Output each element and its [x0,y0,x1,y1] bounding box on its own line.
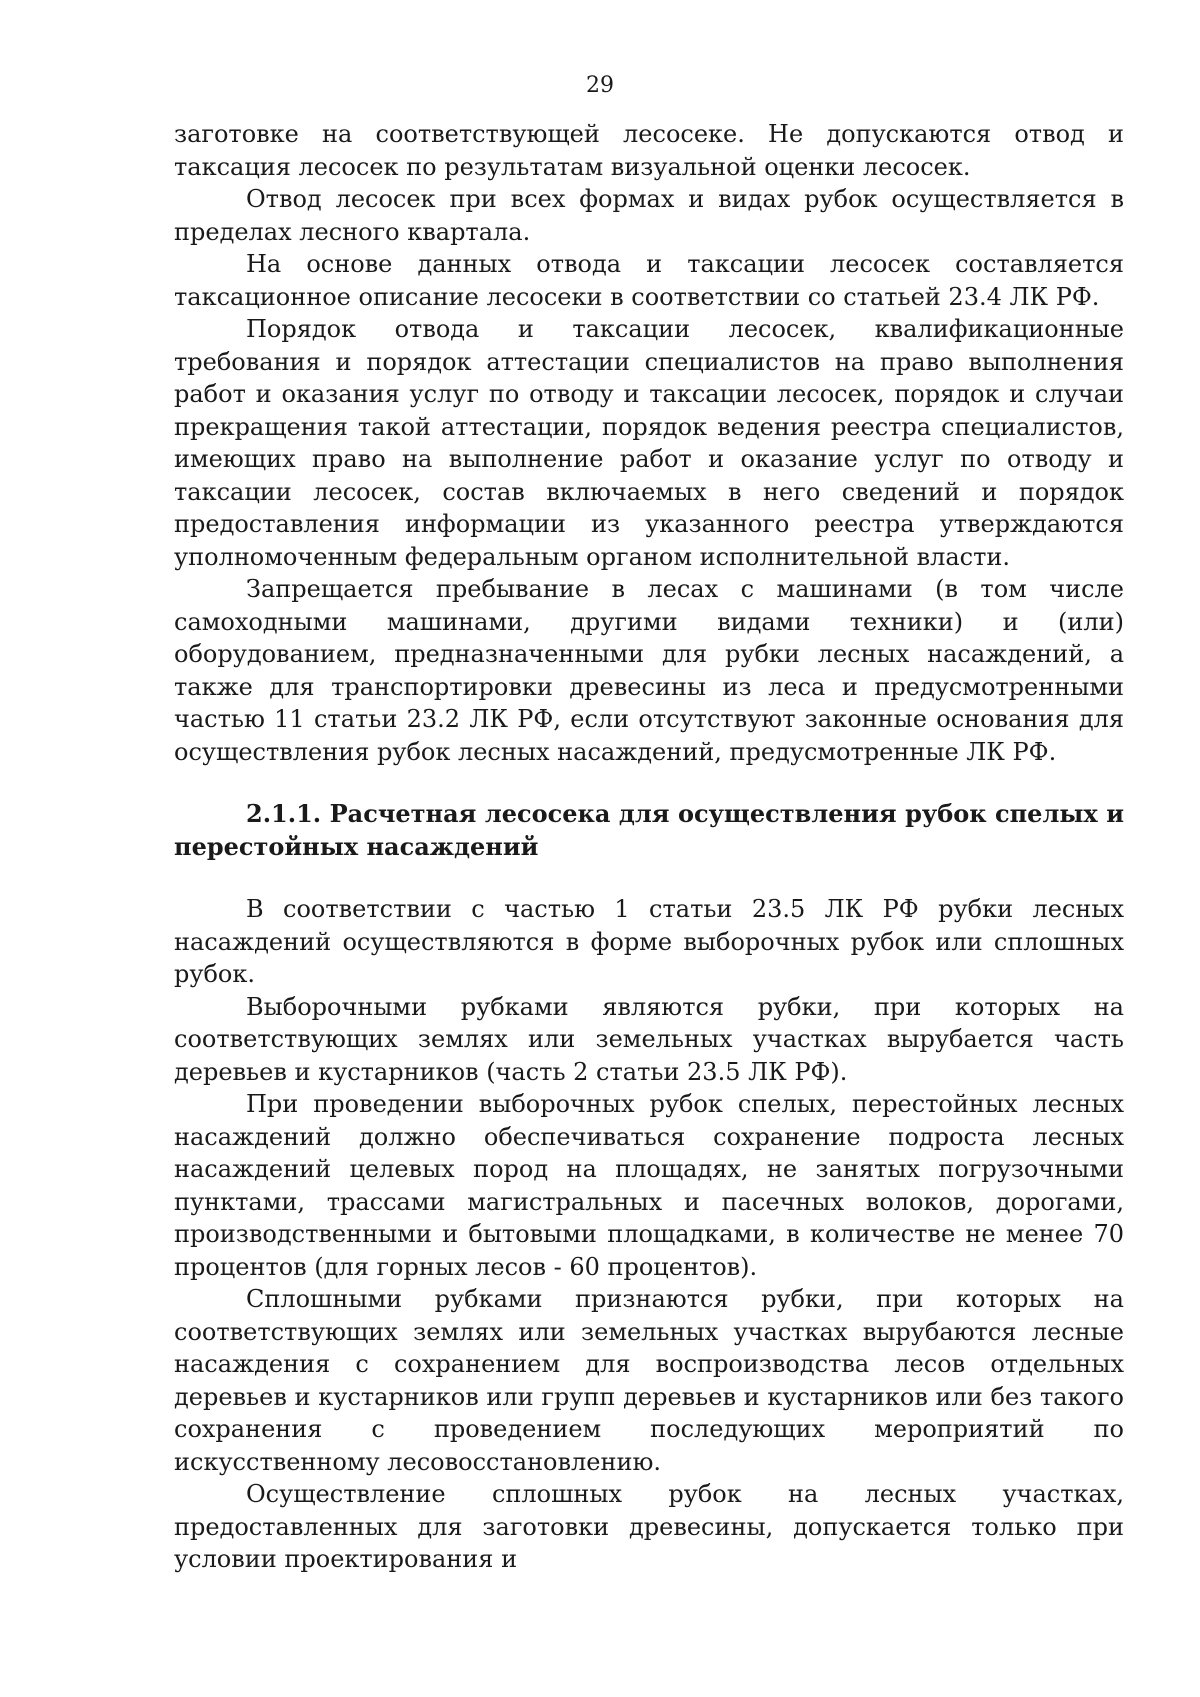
paragraph-continuation: заготовке на соответствующей лесосеке. Не допускаются отвод и таксация лесосек по результатам визуальной оценки лесосек. [174,120,1124,181]
page-number: 29 [586,73,614,98]
paragraph-undergrowth-preservation: При проведении выборочных рубок спелых, перестойных лесных насаждений должно обеспечиваться сохранение подроста лесных насаждений целевых пород на площадях, не занятых погрузочными пунктами, трассами магистральных и пасечных волоков, дорогами, производственными и бытовыми площадками, в количестве не менее 70 процентов (для горных лесов - 60 процентов). [174,1090,1124,1281]
paragraph-machinery-prohibition: Запрещается пребывание в лесах с машинами (в том числе самоходными машинами, другими видами техники) и (или) оборудованием, предназначенными для рубки лесных насаждений, а также для транспортировки древесины из леса и предусмотренными частью 11 статьи 23.2 ЛК РФ, если отсутствуют законные основания для осуществления рубок лесных насаждений, предусмотренные ЛК РФ. [174,575,1124,766]
paragraph-clear-felling: Сплошными рубками признаются рубки, при которых на соответствующих землях или земельных участках вырубаются лесные насаждения с сохранением для воспроизводства лесов отдельных деревьев и кустарников или групп деревьев и кустарников или без такого сохранения с проведением последующих мероприятий по искусственному лесовосстановлению. [174,1285,1124,1476]
section-heading: 2.1.1. Расчетная лесосека для осуществления рубок спелых и перестойных насаждений [174,799,1124,861]
paragraph-certification-procedure: Порядок отвода и таксации лесосек, квалификационные требования и порядок аттестации специалистов на право выполнения работ и оказания услуг по отводу и таксации лесосек, порядок и случаи прекращения такой аттестации, порядок ведения реестра специалистов, имеющих право на выполнение работ и оказание услуг по отводу и таксации лесосек, состав включаемых в него сведений и порядок предоставления информации из указанного реестра утверждаются уполномоченным федеральным органом исполнительной власти. [174,315,1124,571]
paragraph-selective-felling: Выборочными рубками являются рубки, при которых на соответствующих землях или земельных участках вырубается часть деревьев и кустарников (часть 2 статьи 23.5 ЛК РФ). [174,992,1124,1086]
paragraph-taxation-description: На основе данных отвода и таксации лесосек составляется таксационное описание лесосеки в соответствии со статьей 23.4 ЛК РФ. [174,250,1124,311]
document-body [174,118,1124,1576]
paragraph-allotment-boundaries: Отвод лесосек при всех формах и видах рубок осуществляется в пределах лесного квартала. [174,185,1124,246]
paragraph-felling-forms: В соответствии с частью 1 статьи 23.5 ЛК РФ рубки лесных насаждений осуществляются в форме выборочных рубок или сплошных рубок. [174,895,1124,988]
paragraph-clear-felling-conditions: Осуществление сплошных рубок на лесных участках, предоставленных для заготовки древесины, допускается только при условии проектирования и [174,1480,1124,1573]
